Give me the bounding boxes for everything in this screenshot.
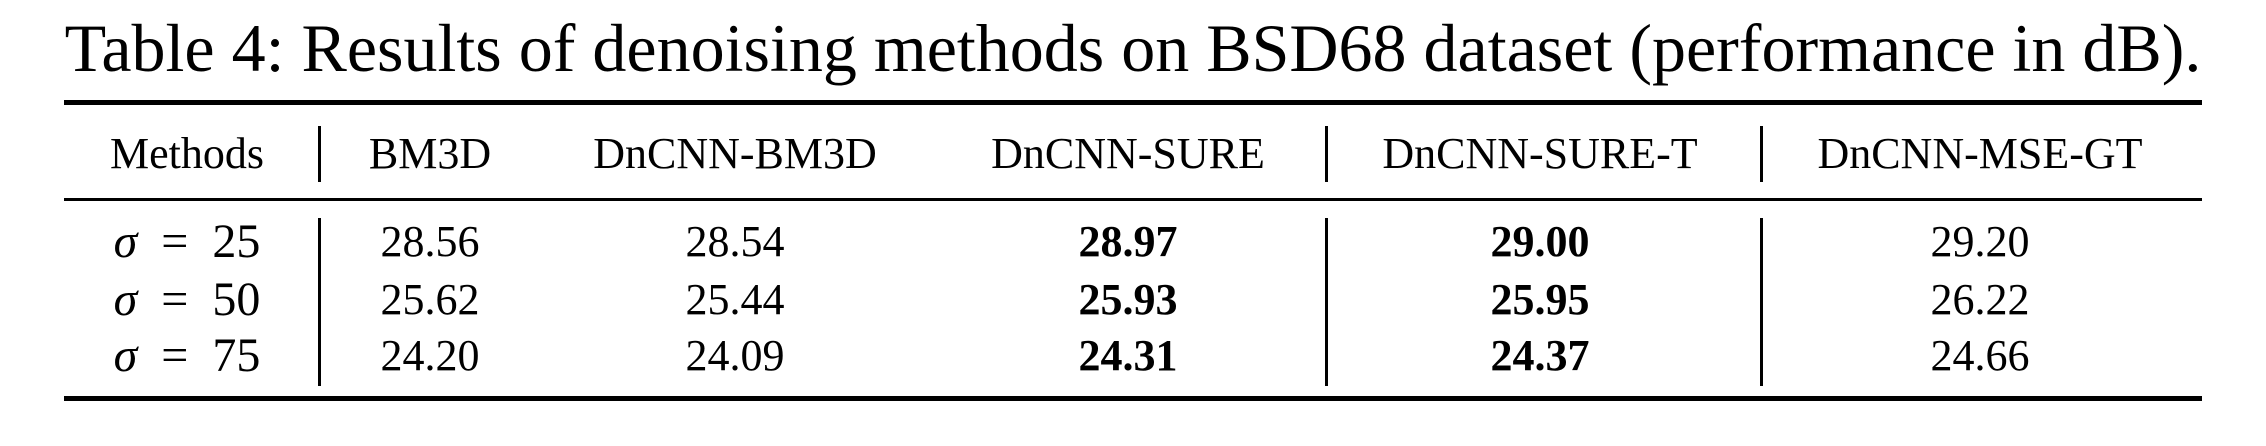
cell-sigma25-dncnn-sure-t: 29.00 (1490, 217, 1590, 266)
row-label-sigma-25 (70, 214, 304, 270)
cell-sigma75-dncnn-sure: 24.31 (1078, 331, 1178, 380)
cell-sigma25-dncnn-bm3d: 28.54 (685, 217, 785, 266)
body-divider-2 (1325, 218, 1328, 386)
header-dncnn-sure: DnCNN-SURE (991, 129, 1265, 178)
sigma-symbol: σ (113, 273, 138, 326)
sigma-symbol: σ (113, 329, 138, 382)
sigma-value: 50 (212, 273, 261, 326)
cell-sigma50-dncnn-sure: 25.93 (1078, 275, 1178, 324)
cell-sigma50-bm3d: 25.62 (380, 275, 480, 324)
header-divider-2 (1325, 126, 1328, 182)
cell-sigma75-dncnn-sure-t: 24.37 (1490, 331, 1590, 380)
cell-sigma50-dncnn-mse-gt: 26.22 (1930, 275, 2030, 324)
header-dncnn-mse-gt: DnCNN-MSE-GT (1817, 129, 2143, 178)
row-label-sigma-50 (70, 272, 304, 328)
header-divider-3 (1760, 126, 1763, 182)
table-caption: Table 4: Results of denoising methods on BSD68 dataset (performance in dB). (64, 10, 2202, 86)
cell-sigma50-dncnn-bm3d: 25.44 (685, 275, 785, 324)
cell-sigma25-dncnn-sure: 28.97 (1078, 217, 1178, 266)
sigma-symbol: σ (113, 215, 138, 268)
header-divider-1 (318, 126, 321, 182)
cell-sigma25-bm3d: 28.56 (380, 217, 480, 266)
body-divider-3 (1760, 218, 1763, 386)
cell-sigma25-dncnn-mse-gt: 29.20 (1930, 217, 2030, 266)
cell-sigma50-dncnn-sure-t: 25.95 (1490, 275, 1590, 324)
row-label-sigma-75 (70, 328, 304, 384)
body-divider-1 (318, 218, 321, 386)
header-methods: Methods (110, 129, 264, 178)
cell-sigma75-dncnn-mse-gt: 24.66 (1930, 331, 2030, 380)
header-dncnn-sure-t: DnCNN-SURE-T (1382, 129, 1698, 178)
header-dncnn-bm3d: DnCNN-BM3D (593, 129, 877, 178)
table-top-rule (64, 100, 2202, 105)
equals-sign: = (161, 273, 189, 326)
table-bottom-rule (64, 396, 2202, 401)
sigma-value: 75 (212, 329, 261, 382)
header-bm3d: BM3D (368, 129, 492, 178)
cell-sigma75-bm3d: 24.20 (380, 331, 480, 380)
equals-sign: = (161, 215, 189, 268)
cell-sigma75-dncnn-bm3d: 24.09 (685, 331, 785, 380)
equals-sign: = (161, 329, 189, 382)
sigma-value: 25 (212, 215, 261, 268)
table-header-rule (64, 198, 2202, 201)
